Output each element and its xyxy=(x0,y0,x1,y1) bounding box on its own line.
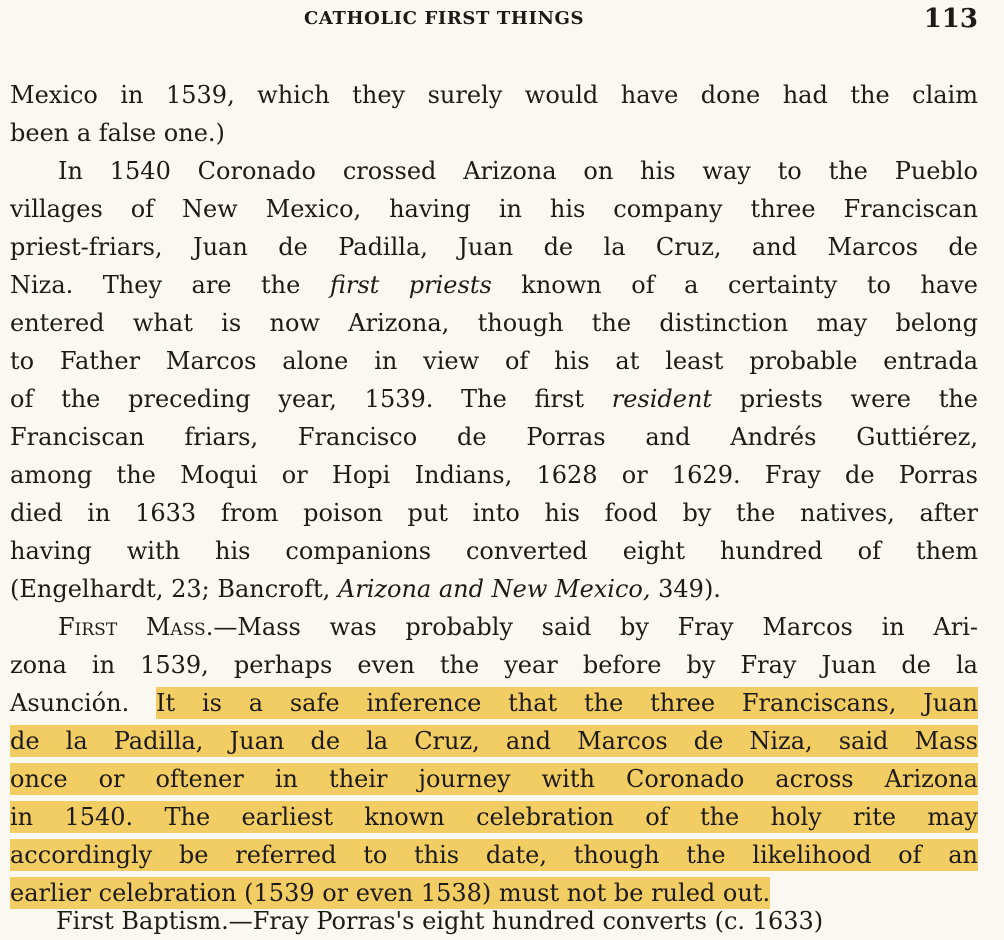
text-line xyxy=(10,456,978,494)
text-line xyxy=(10,722,978,760)
text-line xyxy=(10,494,978,532)
text-segment: Mexico in 1539, which they surely would have done had the claim xyxy=(10,81,978,109)
text-line xyxy=(10,76,978,114)
highlighted-text: It is a safe inference that the three Franciscans, Juan xyxy=(156,689,979,717)
running-head xyxy=(0,6,1004,42)
text-segment: —Mass was probably said by Fray Marcos in Ari- xyxy=(213,613,978,641)
text-segment: Franciscan friars, Francisco de Porras and Andrés Guttiérez, xyxy=(10,423,978,451)
highlighted-text: once or oftener in their journey with Coronado across Arizona xyxy=(10,765,978,793)
highlighted-text: in 1540. The earliest known celebration of the holy rite may xyxy=(10,803,978,831)
text-segment: to Father Marcos alone in view of his at least probable entrada xyxy=(10,347,978,375)
text-line xyxy=(10,836,978,874)
body-text xyxy=(10,76,978,912)
section-heading: First Mass. xyxy=(58,613,214,641)
text-line xyxy=(10,570,978,608)
text-segment: In 1540 Coronado crossed Arizona on his way to the Pueblo xyxy=(58,157,978,185)
highlighted-text: earlier celebration (1539 or even 1538) must not be ruled out. xyxy=(10,879,771,907)
text-segment: of the preceding year, 1539. The first xyxy=(10,385,612,413)
text-segment: died in 1633 from poison put into his food by the natives, after xyxy=(10,499,978,527)
highlighted-text: accordingly be referred to this date, though the likelihood of an xyxy=(10,841,978,869)
text-line xyxy=(10,380,978,418)
italic-text: resident xyxy=(611,385,713,413)
text-line xyxy=(10,798,978,836)
text-line xyxy=(10,266,978,304)
text-segment: been a false one.) xyxy=(10,119,225,147)
text-line xyxy=(10,228,978,266)
text-line xyxy=(10,760,978,798)
text-line xyxy=(10,190,978,228)
text-line xyxy=(10,684,978,722)
text-segment: known of a certainty to have xyxy=(491,271,979,299)
page-number: 113 xyxy=(923,4,978,34)
partially-visible-line: First Baptism.—Fray Porras's eight hundred converts (c. 1633) xyxy=(56,907,824,935)
text-segment: priests were the xyxy=(712,385,979,413)
italic-text: first priests xyxy=(329,271,492,299)
text-line xyxy=(10,608,978,646)
text-segment: having with his companions converted eight hundred of them xyxy=(10,537,978,565)
text-line xyxy=(10,646,978,684)
text-segment: Asunción. xyxy=(10,689,157,717)
text-segment: villages of New Mexico, having in his company three Franciscan xyxy=(10,195,978,223)
text-segment: among the Moqui or Hopi Indians, 1628 or 1629. Fray de Porras xyxy=(10,461,978,489)
text-segment: entered what is now Arizona, though the distinction may belong xyxy=(10,309,978,337)
text-line xyxy=(10,114,978,152)
running-title: CATHOLIC FIRST THINGS xyxy=(304,8,585,29)
text-line xyxy=(10,304,978,342)
text-segment: Niza. They are the xyxy=(10,271,330,299)
text-line xyxy=(10,152,978,190)
text-segment: (Engelhardt, 23; Bancroft, xyxy=(10,575,338,603)
text-line xyxy=(10,418,978,456)
text-segment: 349). xyxy=(650,575,721,603)
italic-text: Arizona and New Mexico, xyxy=(337,575,651,603)
highlighted-text: de la Padilla, Juan de la Cruz, and Marcos de Niza, said Mass xyxy=(10,727,978,755)
text-line xyxy=(10,532,978,570)
text-line xyxy=(10,342,978,380)
text-segment: zona in 1539, perhaps even the year before by Fray Juan de la xyxy=(10,651,978,679)
text-segment: priest-friars, Juan de Padilla, Juan de la Cruz, and Marcos de xyxy=(10,233,978,261)
